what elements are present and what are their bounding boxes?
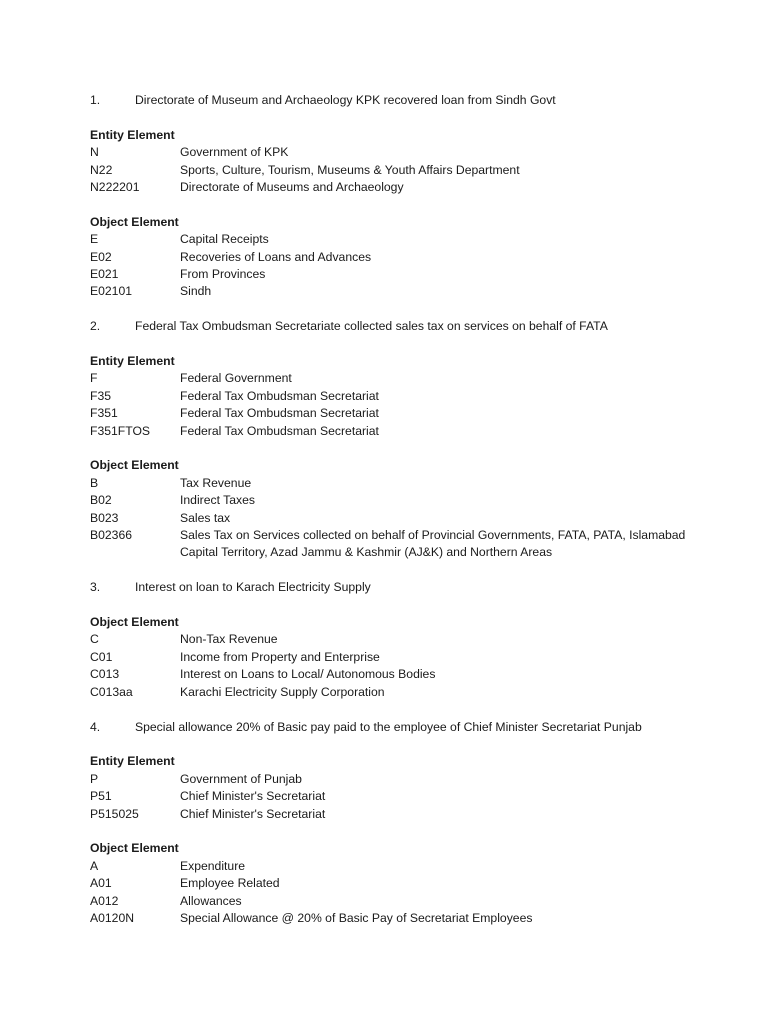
code-row: [90, 527, 690, 562]
element-section: [90, 840, 690, 927]
element-label: Federal Government: [180, 371, 292, 386]
element-code: C: [90, 632, 99, 647]
code-row: [90, 510, 690, 527]
element-label: Interest on Loans to Local/ Autonomous Bodies: [180, 667, 436, 682]
element-label: Federal Tax Ombudsman Secretariat: [180, 406, 379, 421]
code-row: [90, 649, 690, 666]
element-code: C013: [90, 667, 120, 682]
section-heading: Object Element: [90, 615, 179, 630]
element-label: Chief Minister's Secretariat: [180, 789, 326, 804]
code-row: [90, 666, 690, 683]
element-section: [90, 214, 690, 301]
code-row: [90, 249, 690, 266]
section-heading: Entity Element: [90, 354, 175, 369]
element-code: E: [90, 232, 99, 247]
element-code: A: [90, 858, 99, 873]
element-code: F35: [90, 388, 112, 403]
document-body: [90, 92, 690, 945]
element-label: Recoveries of Loans and Advances: [180, 249, 372, 264]
element-code: E021: [90, 267, 119, 282]
example-description: Special allowance 20% of Basic pay paid to the employee of Chief Minister Secretariat Punjab: [135, 719, 642, 734]
code-row: [90, 231, 690, 248]
section-heading: Object Element: [90, 214, 179, 229]
element-label: Sports, Culture, Tourism, Museums & Youth Affairs Department: [180, 162, 520, 177]
element-code: C013aa: [90, 684, 133, 699]
element-section: [90, 457, 690, 561]
code-row: [90, 179, 690, 196]
code-row: [90, 788, 690, 805]
element-label: Allowances: [180, 893, 242, 908]
example-item: [90, 579, 690, 701]
code-row: [90, 475, 690, 492]
element-label: Non-Tax Revenue: [180, 632, 278, 647]
element-code: P: [90, 771, 99, 786]
element-code: B: [90, 475, 99, 490]
element-label: Government of KPK: [180, 145, 289, 160]
element-code: F351FTOS: [90, 423, 151, 438]
code-row: [90, 405, 690, 422]
element-code: N: [90, 145, 99, 160]
element-label: Indirect Taxes: [180, 493, 255, 508]
element-label: Employee Related: [180, 876, 280, 891]
element-code: E02: [90, 249, 112, 264]
element-code: B02366: [90, 528, 133, 543]
example-description: Interest on loan to Karach Electricity Supply: [135, 580, 371, 595]
element-code: B02: [90, 493, 112, 508]
example-header: [90, 719, 690, 736]
example-header: [90, 318, 690, 335]
element-label: Government of Punjab: [180, 771, 302, 786]
section-heading: Entity Element: [90, 754, 175, 769]
example-item: [90, 92, 690, 301]
element-code: F351: [90, 406, 118, 421]
section-heading: Object Element: [90, 458, 179, 473]
element-code: P51: [90, 789, 112, 804]
element-code: A012: [90, 893, 119, 908]
element-code: N222201: [90, 180, 140, 195]
code-row: [90, 283, 690, 300]
element-code: N22: [90, 162, 113, 177]
element-label: Special Allowance @ 20% of Basic Pay of Secretariat Employees: [180, 910, 533, 925]
code-row: [90, 893, 690, 910]
code-row: [90, 806, 690, 823]
code-row: [90, 266, 690, 283]
element-label: Karachi Electricity Supply Corporation: [180, 684, 385, 699]
section-heading: Object Element: [90, 841, 179, 856]
example-header: [90, 92, 690, 109]
element-label: Chief Minister's Secretariat: [180, 806, 326, 821]
example-header: [90, 579, 690, 596]
element-section: [90, 614, 690, 701]
element-label: Federal Tax Ombudsman Secretariat: [180, 388, 379, 403]
element-section: [90, 753, 690, 823]
code-row: [90, 370, 690, 387]
element-label: Tax Revenue: [180, 475, 252, 490]
code-row: [90, 144, 690, 161]
example-item: [90, 318, 690, 562]
example-description: Directorate of Museum and Archaeology KPK recovered loan from Sindh Govt: [135, 93, 556, 107]
element-code: P515025: [90, 806, 139, 821]
example-number: 4.: [90, 719, 101, 734]
element-label: From Provinces: [180, 267, 266, 282]
element-label: Sales Tax on Services collected on behalf of Provincial Governments, FATA, PATA, Islamabad Capital Territory, Azad Jammu & Kashmir (AJ&K) and Northern Areas: [180, 528, 686, 560]
code-row: [90, 910, 690, 927]
code-row: [90, 388, 690, 405]
code-row: [90, 684, 690, 701]
element-code: B023: [90, 510, 119, 525]
element-label: Federal Tax Ombudsman Secretariat: [180, 423, 379, 438]
element-code: F: [90, 371, 98, 386]
element-code: E02101: [90, 284, 133, 299]
code-row: [90, 771, 690, 788]
element-code: A0120N: [90, 910, 135, 925]
element-label: Directorate of Museums and Archaeology: [180, 180, 404, 195]
element-code: A01: [90, 876, 112, 891]
example-number: 3.: [90, 580, 101, 595]
element-code: C01: [90, 649, 113, 664]
example-item: [90, 719, 690, 928]
code-row: [90, 858, 690, 875]
code-row: [90, 631, 690, 648]
element-label: Income from Property and Enterprise: [180, 649, 380, 664]
example-number: 2.: [90, 319, 101, 334]
example-number: 1.: [90, 93, 101, 107]
section-heading: Entity Element: [90, 127, 175, 142]
element-label: Capital Receipts: [180, 232, 269, 247]
code-row: [90, 423, 690, 440]
element-label: Sales tax: [180, 510, 231, 525]
element-label: Sindh: [180, 284, 212, 299]
element-label: Expenditure: [180, 858, 246, 873]
code-row: [90, 492, 690, 509]
example-description: Federal Tax Ombudsman Secretariate collected sales tax on services on behalf of FATA: [135, 319, 608, 334]
element-section: [90, 127, 690, 197]
element-section: [90, 353, 690, 440]
code-row: [90, 162, 690, 179]
code-row: [90, 875, 690, 892]
